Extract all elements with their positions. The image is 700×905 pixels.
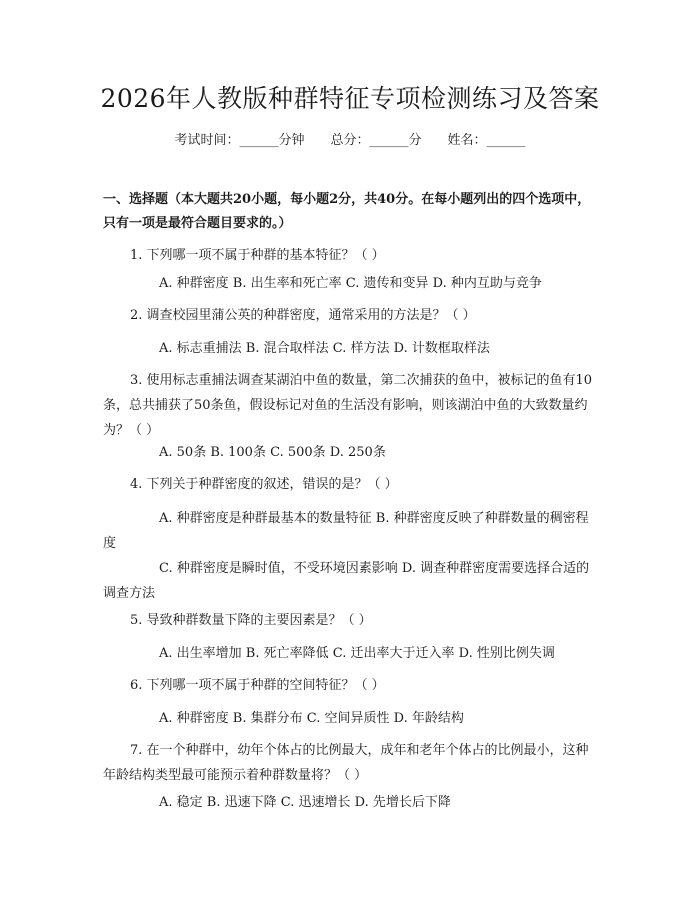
question-1-options: A. 种群密度 B. 出生率和死亡率 C. 遗传和变异 D. 种内互助与竞争	[159, 276, 542, 291]
exam-time: 考试时间：______分钟	[174, 133, 305, 148]
question-3-stem: 3. 使用标志重捕法调查某湖泊中鱼的数量，第二次捕获的鱼中，被标记的鱼有10条，总共捕获了50条鱼，假设标记对鱼的生活没有影响，则该湖泊中鱼的大致数量约为？（ ）	[103, 373, 593, 438]
question-2-options: A. 标志重捕法 B. 混合取样法 C. 样方法 D. 计数框取样法	[159, 341, 490, 356]
exam-info	[0, 131, 700, 151]
question-3-options: A. 50条 B. 100条 C. 500条 D. 250条	[159, 445, 386, 460]
question-7-stem: 7. 在一个种群中，幼年个体占的比例最大，成年和老年个体占的比例最小，这种年龄结构类型最可能预示着种群数量将？（ ）	[103, 743, 589, 783]
question-4-options-ab: A. 种群密度是种群最基本的数量特征 B. 种群密度反映了种群数量的稠密程度	[103, 511, 589, 551]
question-1-stem: 1. 下列哪一项不属于种群的基本特征？（ ）	[130, 248, 385, 263]
question-4-options-cd: C. 种群密度是瞬时值，不受环境因素影响 D. 调查种群密度需要选择合适的调查方法	[103, 561, 590, 601]
section-heading: 一、选择题（本大题共20小题，每小题2分，共40分。在每小题列出的四个选项中，只有一项是最符合题目要求的。）	[103, 192, 591, 231]
question-5-options: A. 出生率增加 B. 死亡率降低 C. 迁出率大于迁入率 D. 性别比例失调	[159, 646, 555, 661]
question-7-options: A. 稳定 B. 迅速下降 C. 迅速增长 D. 先增长后下降	[159, 795, 451, 810]
student-name: 姓名：______	[447, 133, 526, 148]
total-score: 总分：______分	[330, 133, 422, 148]
question-2-stem: 2. 调查校园里蒲公英的种群密度，通常采用的方法是？（ ）	[130, 308, 476, 323]
question-6-options: A. 种群密度 B. 集群分布 C. 空间异质性 D. 年龄结构	[159, 711, 464, 726]
page-title: 2026年人教版种群特征专项检测练习及答案	[100, 84, 600, 113]
question-6-stem: 6. 下列哪一项不属于种群的空间特征？（ ）	[130, 678, 385, 693]
question-4-stem: 4. 下列关于种群密度的叙述，错误的是？（ ）	[130, 477, 398, 492]
question-5-stem: 5. 导致种群数量下降的主要因素是？（ ）	[130, 613, 372, 628]
